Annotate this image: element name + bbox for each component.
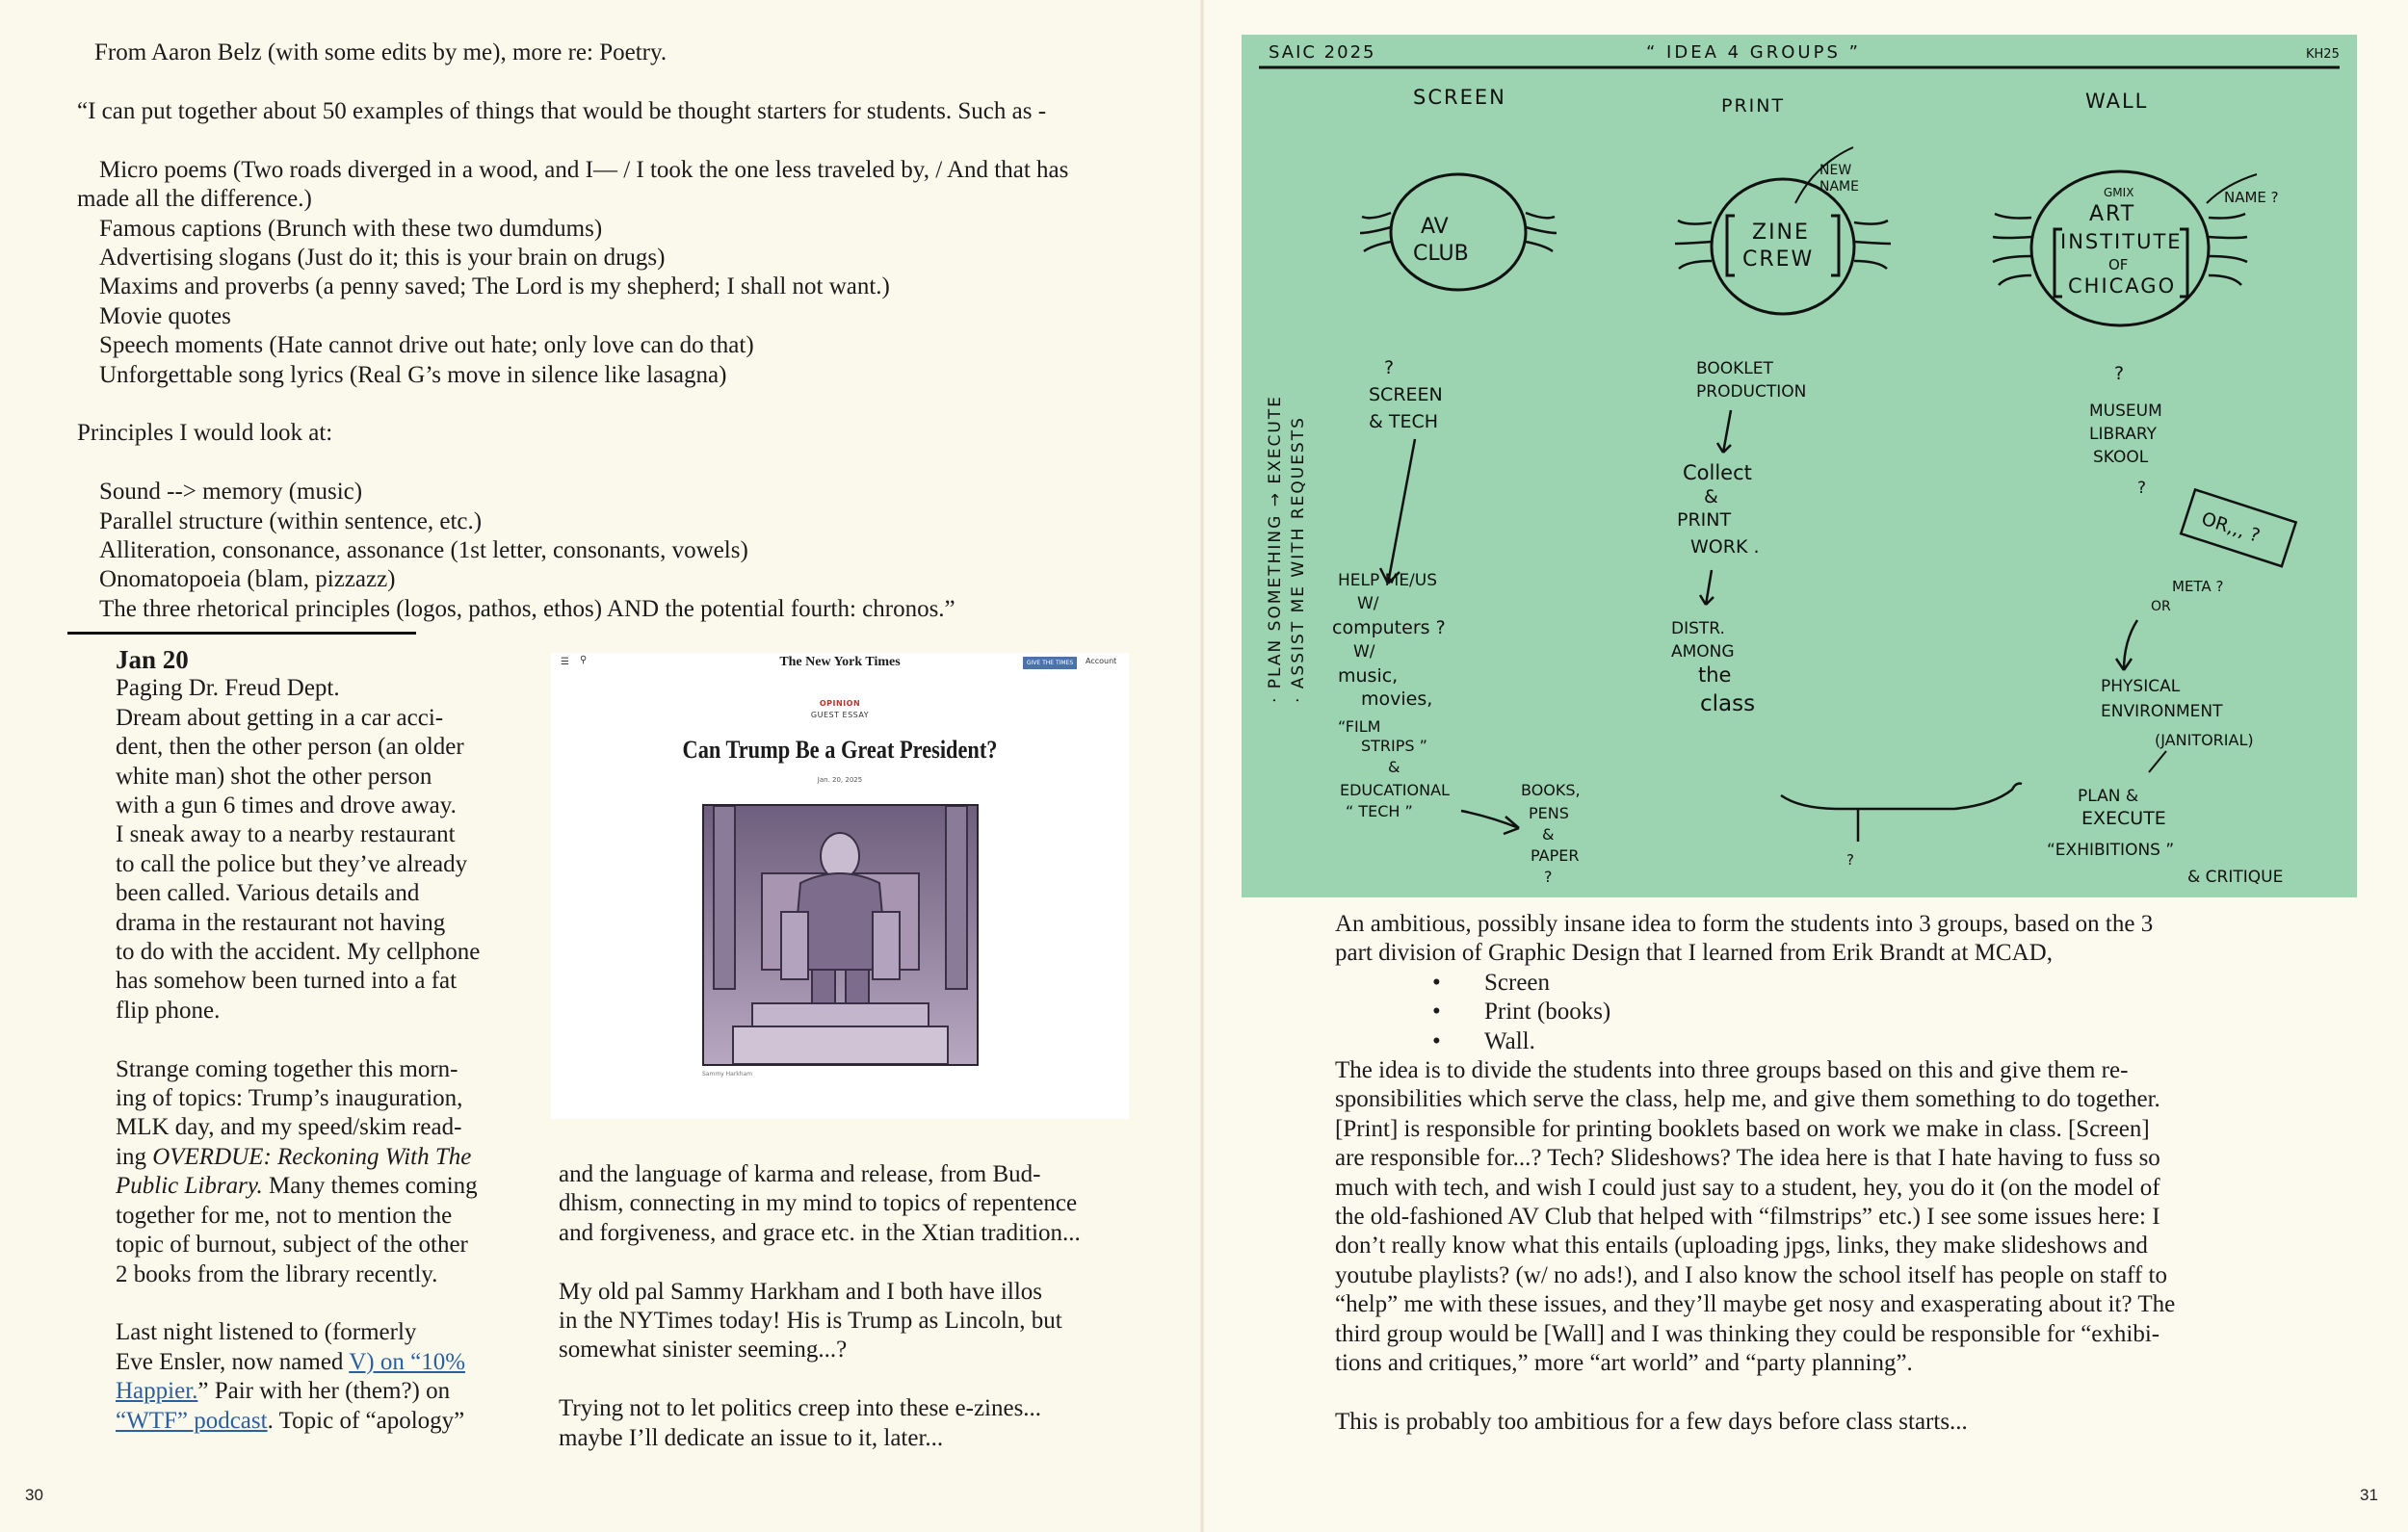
bullet-dot-icon: • — [1432, 969, 1441, 996]
help-note: W/ — [1353, 642, 1375, 662]
collect-note: & — [1704, 486, 1718, 507]
diary-line: drama in the restaurant not having — [116, 909, 446, 936]
print-note: BOOKLET — [1696, 359, 1773, 378]
col-print: PRINT — [1721, 95, 1786, 117]
nyt-footer-bar — [551, 1107, 1129, 1119]
sketch-header-left: SAIC 2025 — [1269, 42, 1376, 63]
diary-line: with a gun 6 times and drove away. — [116, 792, 457, 819]
body-line: don’t really know what this entails (uploading jpgs, links, they make slideshows and — [1335, 1233, 2148, 1259]
physical-note: PHYSICAL — [2101, 677, 2181, 696]
screen-note: & TECH — [1369, 411, 1439, 432]
diary-column — [116, 645, 520, 1436]
plan-note: & CRITIQUE — [2187, 868, 2284, 887]
diary-line: Paging Dr. Freud Dept. — [116, 675, 340, 702]
diary-line — [116, 1348, 520, 1377]
section-divider — [67, 632, 416, 635]
diary-line: Dream about getting in a car acci- — [116, 704, 444, 731]
body-line: are responsible for...? Tech? Slideshows? The idea here is that I hate having to fuss so — [1335, 1145, 2160, 1172]
diary-date: Jan 20 — [116, 645, 189, 674]
name-q-text: NAME ? — [2224, 189, 2279, 206]
nyt-headline: Can Trump Be a Great President? — [682, 736, 998, 764]
quote-block — [77, 97, 1156, 624]
diary-line: Last night listened to (formerly — [116, 1319, 417, 1346]
physical-note: (JANITORIAL) — [2155, 731, 2254, 749]
meta-note: META ? — [2172, 578, 2224, 595]
books-note: & — [1542, 825, 1555, 844]
art-text: ART — [2089, 202, 2136, 226]
books-note: PENS — [1529, 804, 1569, 822]
diary-line: dent, then the other person (an older — [116, 734, 464, 761]
distr-note: DISTR. — [1671, 619, 1725, 638]
physical-note: ENVIRONMENT — [2101, 702, 2223, 721]
nyt-section: OPINION — [819, 699, 861, 708]
nyt-kicker: GUEST ESSAY — [810, 711, 870, 719]
distr-note: the — [1698, 663, 1732, 687]
or-box — [2181, 489, 2295, 566]
lincoln-illustration-art — [704, 806, 977, 1064]
diary-line: white man) shot the other person — [116, 763, 432, 790]
diary-line: has somehow been turned into a fat — [116, 968, 458, 995]
av-text: AV — [1421, 215, 1449, 239]
diary-text: ” Pair with her (them?) on — [197, 1378, 451, 1405]
example-micro-poems-continued: made all the difference.) — [77, 186, 312, 213]
diary-column-2 — [559, 1160, 1156, 1453]
bullet-text: Print (books) — [1484, 999, 1611, 1026]
help-note: “ TECH ” — [1346, 802, 1413, 820]
sketch-header-right: KH25 — [2306, 47, 2340, 62]
diary-line: and forgiveness, and grace etc. in the Xtian tradition... — [559, 1219, 1081, 1246]
books-note: PAPER — [1531, 846, 1580, 865]
diary-line: and the language of karma and release, from Bud- — [559, 1161, 1041, 1187]
diary-line: together for me, not to mention the — [116, 1202, 453, 1229]
principle-item: The three rhetorical principles (logos, pathos, ethos) AND the potential fourth: chronos.” — [99, 595, 955, 622]
bullet-dot-icon: • — [1432, 999, 1441, 1026]
principle-item: Onomatopoeia (blam, pizzazz) — [99, 566, 396, 593]
diary-line: to call the police but they’ve already — [116, 850, 468, 877]
body-line: “help” me with these issues, and they’ll maybe get nosy and exasperating about it? The — [1335, 1291, 2176, 1318]
menu-icon: ☰ — [561, 657, 569, 667]
club-text: CLUB — [1413, 242, 1469, 266]
example-captions: Famous captions (Brunch with these two dumdums) — [99, 215, 603, 242]
body-line: youtube playlists? (w/ no ads!), and I also know the school itself has people on staff to — [1335, 1261, 2167, 1288]
globe-art-institute — [1993, 171, 2279, 325]
margin-line-2: · ASSIST ME WITH REQUESTS — [1289, 416, 1308, 703]
chicago-text: CHICAGO — [2068, 274, 2177, 298]
collect-note: PRINT — [1677, 509, 1732, 531]
diary-line: in the NYTimes today! His is Trump as Lincoln, but — [559, 1308, 1062, 1335]
nyt-article-screenshot — [551, 653, 1129, 1119]
bullet-item — [1335, 969, 2298, 998]
nyt-credit: Sammy Harkham — [702, 1071, 753, 1078]
q-mark: ? — [1846, 851, 1854, 869]
diary-line: to do with the accident. My cellphone — [116, 939, 481, 966]
nyt-account: Account — [1086, 657, 1117, 665]
nyt-subscribe-button: GIVE THE TIMES — [1023, 657, 1077, 669]
distr-note: AMONG — [1671, 642, 1735, 662]
diary-line: topic of burnout, subject of the other — [116, 1232, 468, 1259]
example-movie-quotes: Movie quotes — [99, 302, 231, 329]
wall-note: SKOOL — [2093, 448, 2149, 467]
help-note: computers ? — [1332, 617, 1446, 638]
ten-percent-happier-link[interactable]: Happier. — [116, 1378, 198, 1405]
new-name-2: NAME — [1819, 179, 1859, 195]
diary-line: dhism, connecting in my mind to topics of repentence — [559, 1190, 1078, 1217]
quote-opening: “I can put together about 50 examples of things that would be thought starters for students. Such as - — [77, 98, 1047, 124]
body-line: the old-fashioned AV Club that helped with “filmstrips” etc.) I see some issues here: I — [1335, 1204, 2160, 1231]
nyt-date: Jan. 20, 2025 — [817, 776, 863, 784]
nyt-topbar — [551, 653, 1129, 672]
wtf-podcast-link[interactable]: “WTF” podcast — [116, 1407, 268, 1434]
plan-note: “EXHIBITIONS ” — [2047, 841, 2175, 860]
wall-note: ? — [2114, 363, 2125, 384]
principle-item: Sound --> memory (music) — [99, 479, 363, 506]
diary-line: MLK day, and my speed/skim read- — [116, 1114, 462, 1141]
plan-note: EXECUTE — [2081, 808, 2166, 829]
help-note: EDUCATIONAL — [1340, 781, 1450, 799]
intro-line: part division of Graphic Design that I learned from Erik Brandt at MCAD, — [1335, 940, 2053, 967]
or-box-text: OR,,, ? — [2198, 507, 2263, 547]
bullet-text: Wall. — [1484, 1027, 1535, 1054]
example-maxims: Maxims and proverbs (a penny saved; The Lord is my shepherd; I shall not want.) — [99, 273, 890, 300]
plan-note: PLAN & — [2078, 787, 2139, 806]
diary-line: ing of topics: Trump’s inauguration, — [116, 1085, 463, 1112]
example-micro-poems: Micro poems (Two roads diverged in a wood, and I— / I took the one less traveled by, / And that has — [99, 156, 1069, 183]
screen-note: ? — [1384, 357, 1395, 378]
institute-text: INSTITUTE — [2060, 230, 2183, 253]
globe-zine-crew — [1675, 147, 1891, 314]
body-line: third group would be [Wall] and I was thinking they could be responsible for “exhibi- — [1335, 1320, 2160, 1347]
diary-line: somewhat sinister seeming...? — [559, 1337, 848, 1363]
search-icon: ⚲ — [580, 655, 588, 665]
diary-line — [116, 1143, 520, 1172]
idea-sketch — [1242, 35, 2357, 897]
help-note: W/ — [1357, 594, 1379, 613]
distr-note: class — [1700, 691, 1756, 716]
crew-text: CREW — [1742, 247, 1815, 272]
diary-line: been called. Various details and — [116, 880, 420, 907]
collect-note: Collect — [1683, 461, 1752, 484]
diary-line — [116, 1407, 520, 1436]
col-wall: WALL — [2085, 90, 2149, 113]
intro-line: An ambitious, possibly insane idea to form the students into 3 groups, based on the 3 — [1335, 911, 2154, 937]
diary-line — [116, 1172, 520, 1201]
principles-heading: Principles I would look at: — [77, 420, 333, 447]
body-line: much with tech, and wish I could just say to a student, hey, you do it (on the model of — [1335, 1174, 2160, 1201]
margin-line-1: · PLAN SOMETHING → EXECUTE — [1266, 395, 1285, 703]
sketch-header-center: “ IDEA 4 GROUPS ” — [1646, 42, 1861, 63]
wall-note: LIBRARY — [2089, 425, 2158, 444]
books-note: BOOKS, — [1521, 781, 1581, 799]
right-page — [1204, 0, 2408, 1532]
screen-note: SCREEN — [1369, 384, 1443, 405]
wall-note: MUSEUM — [2089, 402, 2162, 421]
diary-line: I sneak away to a nearby restaurant — [116, 821, 456, 848]
help-note: music, — [1338, 665, 1399, 687]
left-page — [0, 0, 1202, 1532]
diary-line — [116, 1377, 520, 1406]
wall-note: ? — [2137, 479, 2147, 498]
right-page-text — [1335, 910, 2298, 1437]
diary-text: . Topic of “apology” — [267, 1407, 465, 1434]
books-note: ? — [1544, 868, 1553, 886]
body-line: tions and critiques,” more “art world” and “party planning”. — [1335, 1350, 1913, 1377]
diary-line: flip phone. — [116, 997, 221, 1024]
gmix-text: GMIX — [2104, 186, 2134, 199]
diary-text: Eve Ensler, now named — [116, 1348, 350, 1375]
diary-text: Many themes coming — [262, 1173, 478, 1200]
diary-line: My old pal Sammy Harkham and I both have illos — [559, 1278, 1043, 1305]
principle-item: Parallel structure (within sentence, etc.) — [99, 507, 483, 534]
book-title: Public Library. — [116, 1173, 263, 1200]
example-slogans: Advertising slogans (Just do it; this is your brain on drugs) — [99, 245, 666, 272]
bullet-text: Screen — [1484, 969, 1551, 996]
bullet-dot-icon: • — [1432, 1027, 1441, 1054]
closing-line: This is probably too ambitious for a few days before class starts... — [1335, 1408, 1968, 1435]
intro-line: From Aaron Belz (with some edits by me), more re: Poetry. — [94, 39, 667, 65]
zine-text: ZINE — [1752, 221, 1810, 245]
meta-note: OR — [2151, 599, 2171, 614]
page-number-left: 30 — [25, 1486, 43, 1504]
collect-note: WORK . — [1690, 536, 1760, 558]
lincoln-illustration — [702, 804, 979, 1066]
diary-line: 2 books from the library recently. — [116, 1260, 438, 1287]
body-line: sponsibilities which serve the class, help me, and give them something to do together. — [1335, 1086, 2160, 1113]
print-note: PRODUCTION — [1696, 382, 1807, 402]
bullet-item — [1335, 1027, 2298, 1056]
principle-item: Alliteration, consonance, assonance (1st letter, consonants, vowels) — [99, 537, 748, 564]
diary-line: Strange coming together this morn- — [116, 1055, 458, 1082]
help-note: & — [1388, 758, 1400, 776]
help-note: “FILM — [1338, 717, 1381, 736]
diary-text: ing — [116, 1143, 153, 1170]
bullet-item — [1335, 998, 2298, 1026]
example-lyrics: Unforgettable song lyrics (Real G’s move in silence like lasagna) — [99, 361, 727, 388]
body-line: [Print] is responsible for printing booklets based on work we make in class. [Screen] — [1335, 1115, 2150, 1142]
help-note: movies, — [1361, 688, 1433, 710]
ten-percent-happier-link[interactable]: V) on “10% — [349, 1348, 466, 1375]
of-text: OF — [2108, 256, 2129, 273]
diary-line: maybe I’ll dedicate an issue to it, later... — [559, 1424, 944, 1451]
book-title: OVERDUE: Reckoning With The — [152, 1143, 472, 1170]
margin-notes — [1266, 395, 1308, 703]
page-number-right: 31 — [2360, 1486, 2378, 1504]
idea-sketch-drawing — [1242, 35, 2357, 897]
help-note: HELP ME/US — [1338, 571, 1438, 590]
help-note: STRIPS ” — [1361, 737, 1427, 755]
diary-line: Trying not to let politics creep into these e-zines... — [559, 1395, 1042, 1422]
col-screen: SCREEN — [1413, 86, 1506, 109]
example-speech: Speech moments (Hate cannot drive out hate; only love can do that) — [99, 332, 754, 359]
new-name-1: NEW — [1819, 163, 1852, 178]
body-line: The idea is to divide the students into three groups based on this and give them re- — [1335, 1057, 2129, 1084]
nyt-masthead: The New York Times — [779, 655, 901, 669]
globe-av-club — [1360, 174, 1557, 290]
